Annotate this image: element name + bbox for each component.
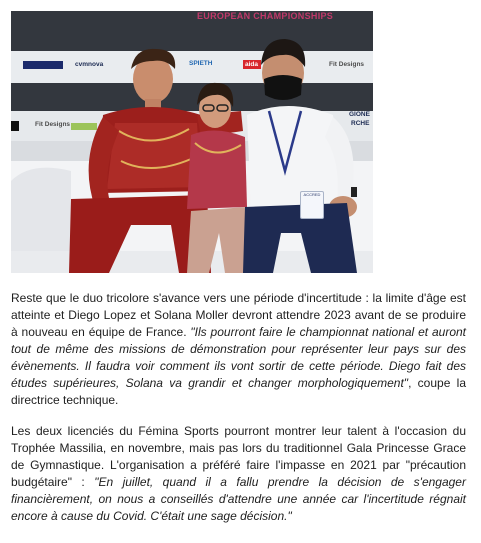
photo-scene xyxy=(11,11,373,273)
quote-text: "En juillet, quand il a fallu prendre la décision de s'engager financièrement, on nous a conseillés d'attendre une année car l'incertitude régnait encore à cause du Covid. C'était une sage décision." xyxy=(11,475,466,523)
article-paragraph xyxy=(11,423,466,525)
sponsor-logo: cvmnova xyxy=(75,61,104,68)
article-photo xyxy=(11,11,373,273)
article-body xyxy=(11,290,466,539)
sponsor-logo: Fit Designs xyxy=(35,121,71,128)
sponsor-logo: RCHE xyxy=(351,120,370,127)
accreditation-badge: ACCRED xyxy=(300,191,324,219)
sponsor-logo: Fit Designs xyxy=(329,61,365,68)
banner-text: EUROPEAN CHAMPIONSHIPS xyxy=(197,11,334,21)
sponsor-logo: aida xyxy=(245,61,259,68)
paragraph-text: , coupe la directrice technique. xyxy=(11,376,466,407)
sponsor-logo: GIONE xyxy=(349,111,370,118)
sponsor-logo: SPIETH xyxy=(189,60,213,67)
quote-text: "Ils pourront faire le championnat national et auront tout de même des missions de démonstration pour représenter leur pays sur des évènements. Il faudra voir comment ils vont sortir de cette période. Diego fait des études supérieures, Solana va grandir et changer morphologiquement" xyxy=(11,325,466,390)
paragraph-text: Reste que le duo tricolore s'avance vers une période d'incertitude : la limite d'âge est atteinte et Diego Lopez et Solana Moller devront attendre 2023 avant de se produire à nouveau en équipe de France. xyxy=(11,291,466,339)
article-paragraph xyxy=(11,290,466,409)
paragraph-text: Les deux licenciés du Fémina Sports pourront montrer leur talent à l'occasion du Trophée Massilia, en novembre, mais pas lors du traditionnel Gala Princesse Grace de Gymnastique. L'organisation a préféré faire l'impasse en 2021 par "précaution budgétaire" : xyxy=(11,424,466,489)
